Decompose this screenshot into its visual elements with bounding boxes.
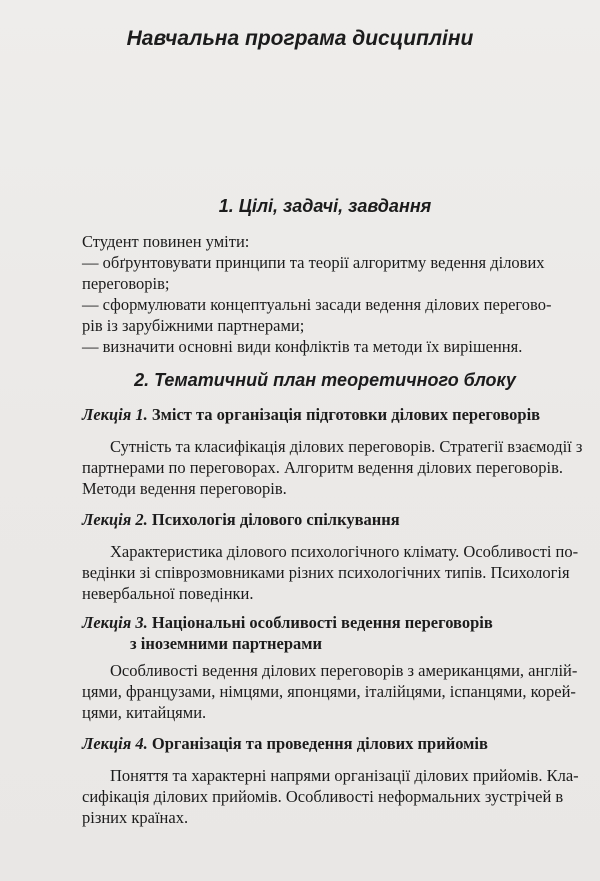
section-heading-goals: 1. Цілі, задачі, завдання	[218, 196, 432, 216]
lecture-4-body	[82, 765, 582, 828]
page-title: Навчальна програма дисципліни	[126, 27, 474, 50]
lecture-1-line: партнерами по переговорах. Алгоритм ведення ділових переговорів.	[82, 458, 564, 477]
lecture-3-line: Особливості ведення ділових переговорів з американцями, англій-	[110, 661, 578, 680]
lecture-4-title: Організація та проведення ділових прийомів	[151, 734, 488, 753]
lecture-3-heading	[82, 612, 582, 654]
lecture-4-line: різних країнах.	[82, 808, 189, 827]
lecture-3-title: Національні особливості ведення переговорів	[151, 613, 493, 632]
lecture-1-title: Зміст та організація підготовки ділових переговорів	[151, 405, 541, 424]
lecture-1-line: Методи ведення переговорів.	[82, 479, 287, 498]
goals-line: рів із зарубіжними партнерами;	[82, 316, 305, 335]
lecture-1-label: Лекція 1.	[82, 405, 148, 424]
lecture-2-line: невербальної поведінки.	[82, 584, 254, 603]
lecture-2-label: Лекція 2.	[82, 510, 148, 529]
lecture-2-body	[82, 541, 582, 604]
lecture-4-line: Поняття та характерні напрями організації ділових прийомів. Кла-	[110, 766, 579, 785]
lecture-1-body	[82, 436, 582, 499]
lecture-2-line: ведінки зі співрозмовниками різних психологічних типів. Психологія	[82, 563, 570, 582]
lecture-3-line: цями, французами, німцями, японцями, італійцями, іспанцями, корей-	[82, 682, 576, 701]
section-heading-plan: 2. Тематичний план теоретичного блоку	[134, 370, 516, 390]
goals-line: — визначити основні види конфліктів та методи їх вирішення.	[82, 337, 523, 356]
lecture-3-label: Лекція 3.	[82, 613, 148, 632]
lecture-3-body	[82, 660, 582, 723]
lecture-3-line: цями, китайцями.	[82, 703, 207, 722]
goals-list	[82, 231, 582, 357]
lecture-1-heading	[82, 404, 582, 425]
lecture-4-heading	[82, 733, 582, 754]
goals-line: Студент повинен уміти:	[82, 232, 250, 251]
lecture-2-title: Психологія ділового спілкування	[151, 510, 400, 529]
lecture-1-line: Сутність та класифікація ділових переговорів. Стратегії взаємодії з	[110, 437, 583, 456]
lecture-2-line: Характеристика ділового психологічного клімату. Особливості по-	[110, 542, 579, 561]
lecture-4-line: сифікація ділових прийомів. Особливості неформальних зустрічей в	[82, 787, 564, 806]
goals-line: — сформулювати концептуальні засади ведення ділових перегово-	[82, 295, 552, 314]
lecture-2-heading	[82, 509, 582, 530]
lecture-3-title-continued: з іноземними партнерами	[130, 634, 322, 653]
goals-line: переговорів;	[82, 274, 170, 293]
lecture-4-label: Лекція 4.	[82, 734, 148, 753]
goals-line: — обґрунтовувати принципи та теорії алгоритму ведення ділових	[82, 253, 545, 272]
